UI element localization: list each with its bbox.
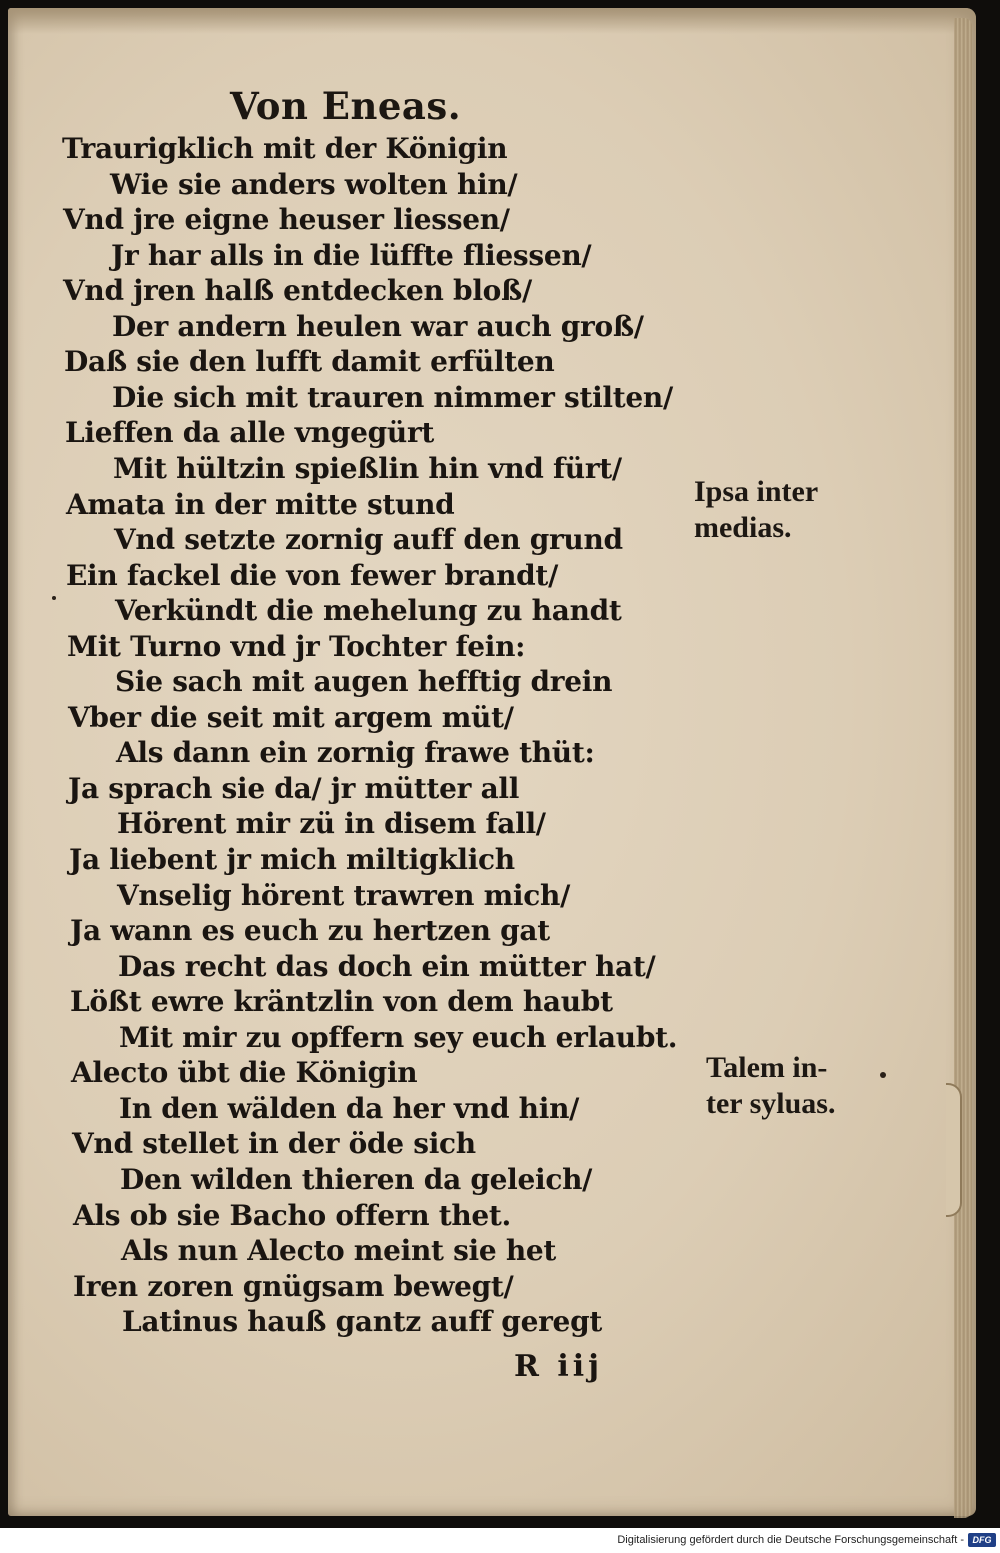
- margin-note-1-line-1: Ipsa inter: [694, 475, 819, 508]
- verse-line: Sie sach mit augen hefftig drein: [115, 665, 613, 698]
- margin-note-2: [706, 1050, 835, 1122]
- verse-line: Wie sie anders wolten hin/: [110, 168, 518, 201]
- verse-line: In den wälden da her vnd hin/: [119, 1092, 580, 1125]
- margin-note-1: [694, 474, 818, 546]
- page-tab-notch: [946, 1083, 962, 1217]
- verse-line: Ein fackel die von fewer brandt/: [66, 559, 558, 592]
- verse-line: Ja liebent jr mich miltigklich: [69, 843, 515, 876]
- signature-mark: R iij: [514, 1349, 604, 1384]
- verse-line: Mit hültzin spießlin hin vnd fürt/: [113, 452, 622, 485]
- verse-line: Die sich mit trauren nimmer stilten/: [112, 381, 673, 414]
- verse-line: Amata in der mitte stund: [66, 488, 455, 521]
- verse-line: Der andern heulen war auch groß/: [112, 310, 644, 343]
- dfg-logo: DFG: [968, 1533, 996, 1547]
- verse-line: Vnselig hörent trawren mich/: [117, 879, 570, 912]
- verse-line: Mit Turno vnd jr Tochter fein:: [67, 630, 526, 663]
- page-edge-stack: [954, 18, 972, 1518]
- verse-line: Als ob sie Bacho offern thet.: [73, 1199, 512, 1232]
- page-top-shadow: [8, 8, 976, 34]
- verse-line: Das recht das doch ein mütter hat/: [118, 950, 656, 983]
- margin-note-2-line-2: ter syluas.: [706, 1087, 836, 1120]
- verse-line: Als dann ein zornig frawe thüt:: [116, 736, 595, 769]
- footer-bar: [0, 1528, 1000, 1553]
- verse-line: Jr har alls in die lüffte fliessen/: [111, 239, 592, 272]
- margin-note-2-line-1: Talem in-: [706, 1051, 828, 1084]
- ink-speck: [52, 596, 56, 600]
- verse-line: Ja sprach sie da/ jr mütter all: [68, 772, 520, 805]
- book-page: [8, 8, 976, 1516]
- verse-line: Vnd setzte zornig auff den grund: [114, 523, 623, 556]
- ink-speck: [880, 1072, 886, 1078]
- verse-line: Vnd jre eigne heuser liessen/: [63, 203, 510, 236]
- verse-line: Vnd stellet in der öde sich: [72, 1127, 476, 1160]
- verse-line: Alecto übt die Königin: [71, 1056, 418, 1089]
- verse-line: Lieffen da alle vngegürt: [65, 416, 435, 449]
- verse-line: Ja wann es euch zu hertzen gat: [70, 914, 550, 947]
- funding-credit: Digitalisierung gefördert durch die Deutsche Forschungsgemeinschaft -: [617, 1534, 964, 1546]
- verse-line: Vber die seit mit argem müt/: [68, 701, 514, 734]
- verse-line: Mit mir zu opffern sey euch erlaubt.: [119, 1021, 678, 1054]
- verse-line: Als nun Alecto meint sie het: [121, 1234, 557, 1267]
- margin-note-1-line-2: medias.: [694, 511, 792, 544]
- verse-line: Verkündt die mehelung zu handt: [115, 594, 622, 627]
- verse-line: Daß sie den lufft damit erfülten: [64, 345, 555, 378]
- verse-line: Hörent mir zü in disem fall/: [117, 807, 546, 840]
- verse-line: Lößt ewre kräntzlin von dem haubt: [70, 985, 613, 1018]
- verse-line: Vnd jren halß entdecken bloß/: [63, 274, 532, 307]
- verse-line: Den wilden thieren da geleich/: [120, 1163, 593, 1196]
- running-heading: Von Eneas.: [230, 84, 462, 128]
- verse-line: Latinus hauß gantz auff geregt: [122, 1305, 602, 1338]
- verse-line: Traurigklich mit der Königin: [62, 132, 508, 165]
- verse-line: Iren zoren gnügsam bewegt/: [73, 1270, 514, 1303]
